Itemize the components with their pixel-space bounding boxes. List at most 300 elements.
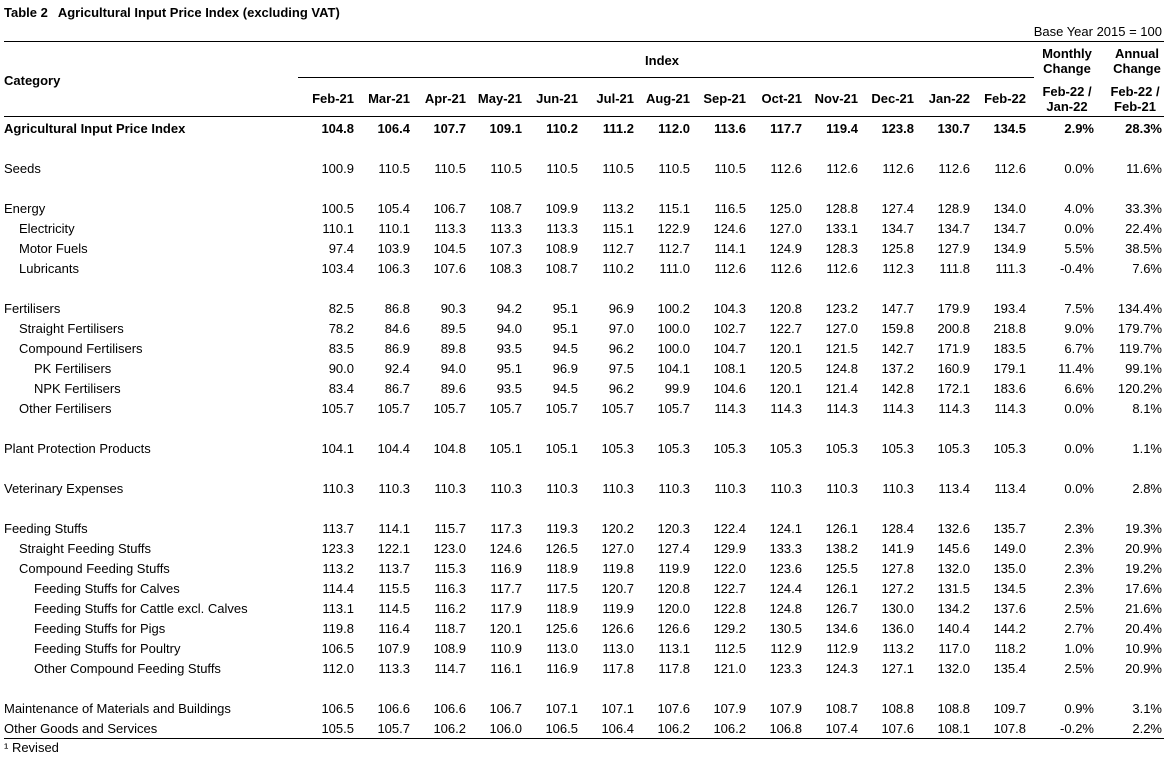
index-value-cell: 132.0	[937, 661, 970, 676]
index-value-cell: 95.1	[496, 361, 522, 376]
index-value-cell: 110.1	[322, 221, 354, 236]
annual-change-cell: 1.1%	[1132, 441, 1162, 456]
row-label: Motor Fuels	[19, 241, 88, 256]
index-value-cell: 90.3	[440, 301, 466, 316]
annual-change-cell: 2.8%	[1132, 481, 1162, 496]
index-value-cell: 127.2	[881, 581, 914, 596]
index-value-cell: 127.4	[881, 201, 914, 216]
month-header: Jul-21	[596, 91, 634, 106]
index-value-cell: 110.3	[546, 481, 578, 496]
index-value-cell: 114.1	[378, 521, 410, 536]
index-value-cell: 115.5	[378, 581, 410, 596]
index-value-cell: 144.2	[993, 621, 1026, 636]
index-value-cell: 134.7	[937, 221, 970, 236]
table-row	[0, 539, 1174, 559]
index-value-cell: 106.2	[657, 721, 690, 736]
annual-change-cell: 2.2%	[1132, 721, 1162, 736]
index-value-cell: 116.5	[714, 201, 746, 216]
index-value-cell: 78.2	[328, 321, 354, 336]
index-value-cell: 123.8	[881, 121, 914, 136]
index-value-cell: 130.7	[937, 121, 970, 136]
annual-change-cell: 19.2%	[1125, 561, 1162, 576]
annual-change-cell: 3.1%	[1132, 701, 1162, 716]
index-value-cell: 135.4	[993, 661, 1026, 676]
index-value-cell: 124.8	[769, 601, 802, 616]
index-value-cell: 113.0	[546, 641, 578, 656]
index-value-cell: 96.2	[608, 381, 634, 396]
index-value-cell: 107.6	[433, 261, 466, 276]
index-value-cell: 179.9	[937, 301, 970, 316]
index-value-cell: 120.8	[657, 581, 690, 596]
index-value-cell: 107.6	[657, 701, 690, 716]
index-value-cell: 117.8	[602, 661, 634, 676]
index-value-cell: 136.0	[881, 621, 914, 636]
table-row	[0, 379, 1174, 399]
index-value-cell: 110.2	[602, 261, 634, 276]
index-value-cell: 129.9	[713, 541, 746, 556]
table-row	[0, 599, 1174, 619]
index-value-cell: 104.6	[713, 381, 746, 396]
index-value-cell: 123.2	[825, 301, 858, 316]
index-value-cell: 133.1	[825, 221, 858, 236]
index-value-cell: 117.7	[490, 581, 522, 596]
row-label: Other Compound Feeding Stuffs	[34, 661, 221, 676]
index-value-cell: 126.1	[825, 581, 858, 596]
annual-period-header: Feb-22 / Feb-21	[1110, 84, 1160, 114]
index-value-cell: 141.9	[881, 541, 914, 556]
index-value-cell: 86.9	[384, 341, 410, 356]
table-row	[0, 219, 1174, 239]
index-value-cell: 105.7	[545, 401, 578, 416]
index-value-cell: 112.3	[882, 261, 914, 276]
index-value-cell: 171.9	[937, 341, 970, 356]
index-value-cell: 218.8	[993, 321, 1026, 336]
monthly-change-cell: 2.5%	[1064, 661, 1094, 676]
index-value-cell: 104.7	[713, 341, 746, 356]
index-value-cell: 110.3	[434, 481, 466, 496]
index-value-cell: 105.3	[769, 441, 802, 456]
index-value-cell: 113.3	[378, 661, 410, 676]
index-value-cell: 106.3	[377, 261, 410, 276]
index-value-cell: 130.5	[769, 621, 802, 636]
annual-change-cell: 33.3%	[1125, 201, 1162, 216]
index-value-cell: 119.8	[602, 561, 634, 576]
category-header: Category	[4, 73, 61, 88]
index-value-cell: 132.6	[937, 521, 970, 536]
index-value-cell: 113.7	[322, 521, 354, 536]
index-value-cell: 105.1	[545, 441, 578, 456]
index-value-cell: 135.7	[993, 521, 1026, 536]
index-value-cell: 135.0	[993, 561, 1026, 576]
index-value-cell: 93.5	[496, 341, 522, 356]
index-value-cell: 110.5	[714, 161, 746, 176]
row-label: Seeds	[4, 161, 41, 176]
annual-change-cell: 119.7%	[1118, 341, 1162, 356]
index-value-cell: 126.7	[825, 601, 858, 616]
row-label: PK Fertilisers	[34, 361, 112, 376]
monthly-change-cell: 2.7%	[1064, 621, 1094, 636]
index-value-cell: 94.0	[440, 361, 466, 376]
index-value-cell: 126.6	[657, 621, 690, 636]
monthly-change-cell: 2.3%	[1064, 561, 1094, 576]
index-value-cell: 105.3	[937, 441, 970, 456]
index-value-cell: 124.6	[713, 221, 746, 236]
index-value-cell: 147.7	[881, 301, 914, 316]
table-row	[0, 639, 1174, 659]
annual-change-cell: 17.6%	[1125, 581, 1162, 596]
table-title-text: Agricultural Input Price Index (excluding VAT)	[57, 5, 340, 20]
index-value-cell: 86.8	[384, 301, 410, 316]
index-value-cell: 104.5	[433, 241, 466, 256]
index-value-cell: 112.6	[938, 161, 970, 176]
index-value-cell: 105.5	[321, 721, 354, 736]
index-value-cell: 122.8	[713, 601, 746, 616]
index-value-cell: 124.1	[769, 521, 802, 536]
index-value-cell: 105.3	[601, 441, 634, 456]
index-value-cell: 193.4	[993, 301, 1026, 316]
monthly-change-header: Monthly Change	[1042, 46, 1092, 76]
index-value-cell: 107.1	[601, 701, 634, 716]
index-value-cell: 97.4	[328, 241, 354, 256]
index-value-cell: 82.5	[328, 301, 354, 316]
index-value-cell: 134.6	[825, 621, 858, 636]
index-value-cell: 116.2	[434, 601, 466, 616]
index-value-cell: 108.1	[937, 721, 970, 736]
monthly-change-cell: 9.0%	[1064, 321, 1094, 336]
index-value-cell: 127.1	[881, 661, 914, 676]
index-value-cell: 127.9	[937, 241, 970, 256]
index-value-cell: 104.8	[321, 121, 354, 136]
index-value-cell: 115.3	[434, 561, 466, 576]
monthly-change-cell: 11.4%	[1058, 361, 1094, 376]
annual-change-cell: 8.1%	[1132, 401, 1162, 416]
month-header: Dec-21	[871, 91, 914, 106]
index-value-cell: 124.4	[769, 581, 802, 596]
index-value-cell: 96.9	[552, 361, 578, 376]
index-value-cell: 112.6	[826, 261, 858, 276]
row-label: Feeding Stuffs for Calves	[34, 581, 180, 596]
index-value-cell: 122.1	[377, 541, 410, 556]
index-value-cell: 113.7	[378, 561, 410, 576]
index-value-cell: 90.0	[328, 361, 354, 376]
index-value-cell: 120.1	[769, 381, 802, 396]
monthly-change-cell: 2.3%	[1064, 541, 1094, 556]
index-value-cell: 94.2	[496, 301, 522, 316]
index-value-cell: 127.4	[657, 541, 690, 556]
index-value-cell: 140.4	[937, 621, 970, 636]
index-value-cell: 106.5	[321, 701, 354, 716]
index-value-cell: 97.0	[608, 321, 634, 336]
index-value-cell: 122.9	[657, 221, 690, 236]
index-value-cell: 110.3	[378, 481, 410, 496]
row-label: Straight Feeding Stuffs	[19, 541, 152, 556]
index-value-cell: 105.7	[321, 401, 354, 416]
table-row	[0, 519, 1174, 539]
index-value-cell: 119.9	[658, 561, 690, 576]
index-value-cell: 113.2	[322, 561, 354, 576]
index-value-cell: 106.5	[545, 721, 578, 736]
month-header: Feb-22	[984, 91, 1026, 106]
annual-change-cell: 20.9%	[1125, 661, 1162, 676]
index-value-cell: 100.5	[321, 201, 354, 216]
index-value-cell: 114.4	[322, 581, 354, 596]
index-value-cell: 113.1	[658, 641, 690, 656]
index-value-cell: 133.3	[769, 541, 802, 556]
index-value-cell: 110.3	[490, 481, 522, 496]
index-value-cell: 119.3	[546, 521, 578, 536]
month-header: Oct-21	[761, 91, 802, 106]
index-value-cell: 123.3	[769, 661, 802, 676]
index-value-cell: 113.3	[434, 221, 466, 236]
index-value-cell: 107.6	[881, 721, 914, 736]
index-value-cell: 125.6	[545, 621, 578, 636]
annual-change-cell: 28.3%	[1125, 121, 1162, 136]
row-label: Maintenance of Materials and Buildings	[4, 701, 231, 716]
index-value-cell: 108.8	[881, 701, 914, 716]
index-value-cell: 121.4	[825, 381, 858, 396]
index-value-cell: 89.6	[440, 381, 466, 396]
index-value-cell: 120.8	[769, 301, 802, 316]
index-value-cell: 113.2	[602, 201, 634, 216]
index-value-cell: 103.4	[321, 261, 354, 276]
index-value-cell: 111.3	[995, 261, 1026, 276]
index-value-cell: 120.5	[769, 361, 802, 376]
monthly-change-cell: 4.0%	[1064, 201, 1094, 216]
index-value-cell: 111.0	[659, 261, 690, 276]
index-value-cell: 183.6	[993, 381, 1026, 396]
index-value-cell: 96.9	[608, 301, 634, 316]
index-value-cell: 118.9	[546, 561, 578, 576]
row-label: Other Fertilisers	[19, 401, 112, 416]
index-value-cell: 116.1	[490, 661, 522, 676]
index-value-cell: 115.1	[602, 221, 634, 236]
index-value-cell: 84.6	[384, 321, 410, 336]
monthly-change-cell: 0.0%	[1064, 161, 1094, 176]
month-header: Apr-21	[424, 91, 466, 106]
monthly-change-cell: 1.0%	[1064, 641, 1094, 656]
index-value-cell: 117.7	[770, 121, 802, 136]
index-value-cell: 112.6	[994, 161, 1026, 176]
index-value-cell: 114.3	[770, 401, 802, 416]
index-value-cell: 105.3	[657, 441, 690, 456]
index-value-cell: 112.6	[770, 161, 802, 176]
base-year-note: Base Year 2015 = 100	[1033, 24, 1162, 39]
index-value-cell: 110.1	[378, 221, 410, 236]
index-value-cell: 108.7	[489, 201, 522, 216]
index-value-cell: 115.1	[658, 201, 690, 216]
index-value-cell: 114.1	[714, 241, 746, 256]
index-value-cell: 126.6	[601, 621, 634, 636]
monthly-change-cell: 2.9%	[1064, 121, 1094, 136]
index-value-cell: 104.3	[713, 301, 746, 316]
index-value-cell: 104.8	[433, 441, 466, 456]
index-value-cell: 105.1	[489, 441, 522, 456]
annual-change-cell: 7.6%	[1132, 261, 1162, 276]
month-header: Jan-22	[928, 91, 970, 106]
table-number: Table 2	[4, 5, 48, 20]
index-value-cell: 113.3	[546, 221, 578, 236]
index-value-cell: 117.3	[490, 521, 522, 536]
monthly-change-cell: 0.0%	[1064, 221, 1094, 236]
row-label: Plant Protection Products	[4, 441, 151, 456]
index-value-cell: 109.7	[993, 701, 1026, 716]
index-value-cell: 128.9	[937, 201, 970, 216]
index-value-cell: 112.0	[658, 121, 690, 136]
index-value-cell: 122.0	[713, 561, 746, 576]
index-value-cell: 107.9	[769, 701, 802, 716]
table-row	[0, 319, 1174, 339]
index-value-cell: 127.8	[881, 561, 914, 576]
monthly-change-cell: 0.0%	[1064, 441, 1094, 456]
index-value-cell: 116.9	[490, 561, 522, 576]
index-value-cell: 119.9	[602, 601, 634, 616]
index-value-cell: 119.4	[826, 121, 858, 136]
table-row	[0, 579, 1174, 599]
index-value-cell: 112.9	[770, 641, 802, 656]
table-row	[0, 259, 1174, 279]
index-value-cell: 95.1	[552, 301, 578, 316]
monthly-change-cell: 6.6%	[1064, 381, 1094, 396]
monthly-change-cell: 7.5%	[1064, 301, 1094, 316]
index-value-cell: 105.3	[713, 441, 746, 456]
index-value-cell: 104.1	[657, 361, 690, 376]
index-value-cell: 134.5	[993, 121, 1026, 136]
monthly-change-cell: 2.3%	[1064, 581, 1094, 596]
index-value-cell: 117.5	[546, 581, 578, 596]
index-value-cell: 118.2	[994, 641, 1026, 656]
index-value-cell: 110.3	[882, 481, 914, 496]
index-value-cell: 105.4	[377, 201, 410, 216]
index-value-cell: 120.3	[657, 521, 690, 536]
index-value-cell: 200.8	[937, 321, 970, 336]
index-value-cell: 123.6	[769, 561, 802, 576]
index-value-cell: 105.7	[489, 401, 522, 416]
index-value-cell: 107.1	[545, 701, 578, 716]
index-value-cell: 106.4	[601, 721, 634, 736]
index-value-cell: 89.5	[440, 321, 466, 336]
annual-change-cell: 19.3%	[1125, 521, 1162, 536]
index-value-cell: 123.0	[433, 541, 466, 556]
index-value-cell: 172.1	[937, 381, 970, 396]
index-value-cell: 110.3	[826, 481, 858, 496]
index-value-cell: 117.9	[490, 601, 522, 616]
index-value-cell: 112.6	[770, 261, 802, 276]
annual-change-cell: 11.6%	[1126, 161, 1162, 176]
row-label: Veterinary Expenses	[4, 481, 124, 496]
index-value-cell: 112.9	[826, 641, 858, 656]
index-value-cell: 108.9	[433, 641, 466, 656]
annual-change-header: Annual Change	[1113, 46, 1161, 76]
index-value-cell: 102.7	[713, 321, 746, 336]
row-label: Energy	[4, 201, 46, 216]
index-value-cell: 94.0	[496, 321, 522, 336]
index-value-cell: 105.7	[377, 401, 410, 416]
annual-change-cell: 20.4%	[1125, 621, 1162, 636]
index-value-cell: 128.3	[825, 241, 858, 256]
index-value-cell: 142.8	[881, 381, 914, 396]
index-value-cell: 122.7	[769, 321, 802, 336]
row-label: Electricity	[19, 221, 75, 236]
row-label: Compound Feeding Stuffs	[19, 561, 170, 576]
index-value-cell: 123.3	[321, 541, 354, 556]
table-row	[0, 299, 1174, 319]
index-value-cell: 114.7	[434, 661, 466, 676]
index-value-cell: 112.5	[714, 641, 746, 656]
index-value-cell: 145.6	[937, 541, 970, 556]
index-value-cell: 110.3	[658, 481, 690, 496]
index-value-cell: 114.3	[994, 401, 1026, 416]
row-label: Feeding Stuffs for Poultry	[34, 641, 181, 656]
monthly-change-cell: 6.7%	[1064, 341, 1094, 356]
index-value-cell: 105.3	[993, 441, 1026, 456]
month-header: May-21	[477, 91, 522, 106]
index-value-cell: 179.1	[993, 361, 1026, 376]
index-value-cell: 113.3	[490, 221, 522, 236]
table-row	[0, 439, 1174, 459]
index-value-cell: 118.7	[434, 621, 466, 636]
index-value-cell: 111.8	[939, 261, 970, 276]
monthly-change-cell: 2.5%	[1064, 601, 1094, 616]
index-value-cell: 111.2	[602, 121, 634, 136]
index-value-cell: 116.3	[434, 581, 466, 596]
index-value-cell: 124.6	[489, 541, 522, 556]
index-value-cell: 110.3	[322, 481, 354, 496]
index-value-cell: 83.4	[328, 381, 354, 396]
index-value-cell: 112.7	[658, 241, 690, 256]
index-value-cell: 114.3	[826, 401, 858, 416]
index-value-cell: 86.7	[384, 381, 410, 396]
monthly-change-cell: 2.3%	[1064, 521, 1094, 536]
index-value-cell: 113.4	[994, 481, 1026, 496]
index-value-cell: 93.5	[496, 381, 522, 396]
index-value-cell: 183.5	[993, 341, 1026, 356]
index-value-cell: 113.1	[322, 601, 354, 616]
index-value-cell: 112.6	[882, 161, 914, 176]
month-header: Sep-21	[703, 91, 746, 106]
index-value-cell: 112.6	[826, 161, 858, 176]
index-value-cell: 94.5	[552, 381, 578, 396]
index-value-cell: 108.3	[489, 261, 522, 276]
index-value-cell: 108.1	[713, 361, 746, 376]
index-value-cell: 119.8	[322, 621, 354, 636]
index-value-cell: 137.6	[993, 601, 1026, 616]
index-value-cell: 110.5	[378, 161, 410, 176]
index-value-cell: 100.2	[657, 301, 690, 316]
table-row	[0, 699, 1174, 719]
index-value-cell: 97.5	[608, 361, 634, 376]
index-value-cell: 106.6	[433, 701, 466, 716]
index-value-cell: 107.8	[993, 721, 1026, 736]
index-value-cell: 99.9	[664, 381, 690, 396]
index-value-cell: 131.5	[937, 581, 970, 596]
index-value-cell: 110.3	[770, 481, 802, 496]
index-value-cell: 142.7	[881, 341, 914, 356]
annual-change-cell: 21.6%	[1125, 601, 1162, 616]
index-value-cell: 134.7	[881, 221, 914, 236]
index-group-rule	[298, 77, 1034, 78]
annual-change-cell: 99.1%	[1125, 361, 1162, 376]
row-label: Feeding Stuffs for Pigs	[34, 621, 166, 636]
index-value-cell: 132.0	[937, 561, 970, 576]
index-value-cell: 113.0	[602, 641, 634, 656]
index-value-cell: 120.7	[601, 581, 634, 596]
index-value-cell: 120.0	[657, 601, 690, 616]
index-value-cell: 109.1	[489, 121, 522, 136]
index-value-cell: 110.5	[434, 161, 466, 176]
index-value-cell: 114.3	[882, 401, 914, 416]
row-label: Feeding Stuffs for Cattle excl. Calves	[34, 601, 248, 616]
monthly-change-cell: 0.9%	[1064, 701, 1094, 716]
